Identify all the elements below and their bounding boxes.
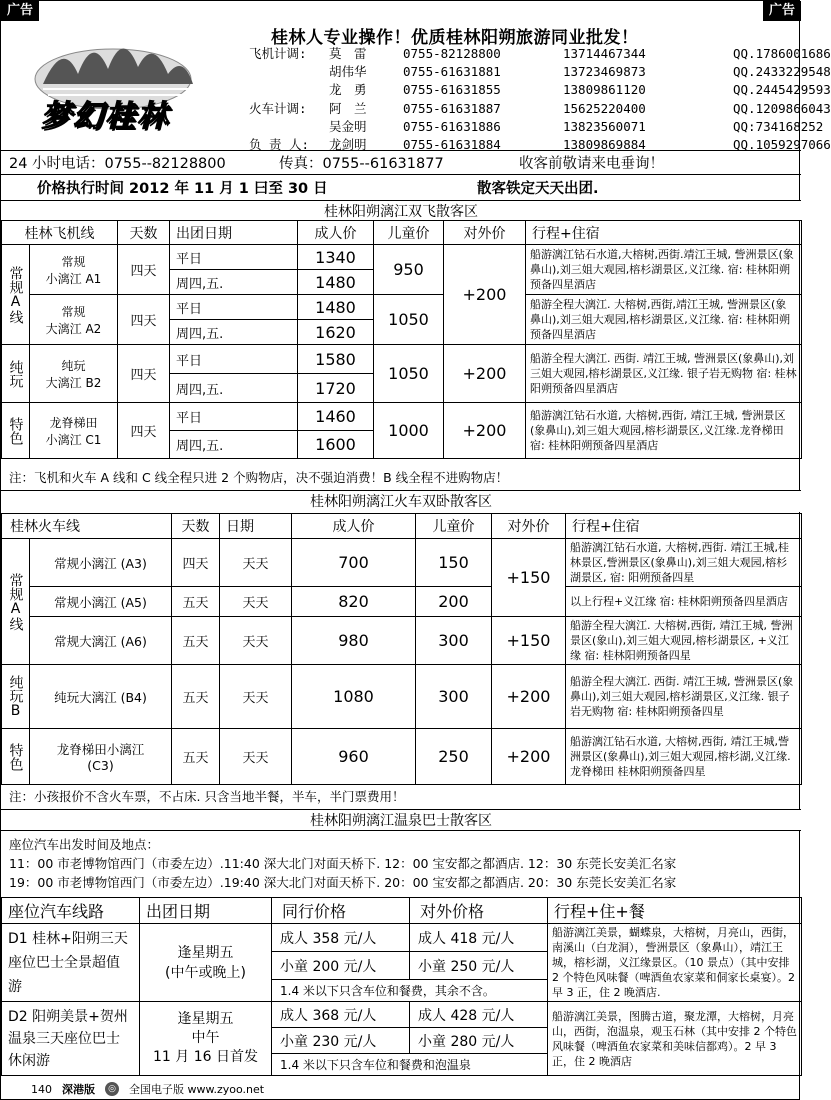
- period-bar: [1, 176, 801, 198]
- header: [1, 1, 831, 153]
- contact-list: [249, 45, 831, 154]
- table-row: D2 阳朔美景+贺州温泉三天座位巴士休闲游 逢星期五 中午 11 月 16 日首发 成人 368 元/人 成人 428 元/人 船游漓江美景，图腾古道，聚龙潭，大榕树，月亮山，西街，泡温泉，观玉石林（其中安排 2 个特色风味餐（啤酒鱼农家菜和美味信都鸡）。2 早 3 正，住 2 晚酒店: [2, 1002, 802, 1028]
- contact-row: 龙 勇 0755-61631855 13809861120 QQ.2445429593: [329, 82, 831, 98]
- table-row: 1.4 米以下只含车位和餐费和泡温泉: [2, 1054, 802, 1076]
- hotline: 24 小时电话：0755--82128800: [9, 156, 226, 172]
- contact-row: 飞机计调: 莫 雷 0755-82128800 13714467344 QQ.1786001686: [249, 46, 831, 61]
- table-row: 特色 龙脊梯田小漓江 (C3) 五天 天天 960 250 +200 船游漓江钻石水道, 大榕树,西街, 靖江王城,訾洲景区(象鼻山),刘三姐大观园,榕杉湖,义江缘. 龙脊梯田 桂林阳朔预备四星: [2, 729, 802, 785]
- ad-label-left: 广告: [1, 1, 39, 21]
- fax: 传真：0755--61631877: [279, 156, 444, 172]
- logo-text: 梦幻桂林: [41, 99, 169, 134]
- table-row: 常规 大漓江 A2 四天 平日 1480 1050 船游全程大漓江. 大榕树,西街,靖江王城, 訾洲景区(象鼻山),刘三姐大观园,榕杉湖景区,义江缘. 宿: 桂林阳朔预备四星酒店: [2, 295, 802, 320]
- bus-departure-evening: 19：00 市老博物馆西门（市委左边）.19:40 深大北门对面天桥下. 20：00 宝安都之都酒店. 20：30 东莞长安美汇名家: [9, 875, 677, 890]
- hotline-bar: [1, 151, 801, 175]
- table-row: D1 桂林+阳朔三天座位巴士全景超值游 逢星期五 (中午或晚上) 成人 358 元/人 成人 418 元/人 船游漓江美景，蝴蝶泉，大榕树，月亮山，西街，南溪山（白龙洞），訾洲景区（象鼻山），靖江王城，榕杉湖，义江缘景区。（10 景点）（其中安排 2 个特色风味餐（啤酒鱼农家菜和侗家长桌宴）。2 早 3 正，住 2 晚酒店.: [2, 924, 802, 952]
- daily-note: 散客铁定天天出团.: [477, 180, 599, 197]
- table-row: 常规A线 常规小漓江 (A3) 四天 天天 700 150 +150 船游漓江钻石水道, 大榕树,西街. 靖江王城,桂林景区,訾洲景区(象鼻山),刘三姐大观园,榕杉湖景区, 宿: 阳朔预备四星: [2, 539, 802, 587]
- site-badge-icon: ◎: [105, 1082, 119, 1096]
- table-header: 座位汽车线路 出团日期 同行价格 对外价格 行程+住+餐: [2, 898, 802, 924]
- table-row: 常规A线 常规 小漓江 A1 四天 平日 1340 950 +200 船游漓江钻石水道,大榕树,西街.靖江王城, 訾洲景区(象鼻山),刘三姐大观园,榕杉湖景区,义江缘. 宿: 桂林阳朔预备四星酒店: [2, 245, 802, 270]
- bus-intro: 座位汽车出发时间及地点：: [9, 837, 160, 852]
- edition: 深港版: [62, 1083, 95, 1096]
- headline: 桂林人专业操作！优质桂林阳朔旅游同业批发！: [271, 28, 639, 48]
- contact-row: 吴金明 0755-61631886 13823560071 QQ:734168252: [329, 118, 824, 134]
- section-title-flight: 桂林阳朔漓江双飞散客区: [1, 200, 801, 220]
- flight-note: 注：飞机和火车 A 线和 C 线全程只进 2 个购物店，决不强迫消费！B 线全程不进购物店！: [9, 470, 509, 485]
- table-header: 桂林火车线 天数 日期 成人价 儿童价 对外价 行程+住宿: [2, 514, 802, 539]
- section-title-bus: 桂林阳朔漓江温泉巴士散客区: [1, 809, 801, 831]
- ad-label-right: 广告: [763, 1, 801, 21]
- page-number: 140: [31, 1082, 52, 1096]
- contact-row: 胡伟华 0755-61631881 13723469873 QQ.2433229548: [329, 64, 831, 80]
- table-row: 小童 200 元/人 小童 250 元/人: [2, 952, 802, 980]
- contact-row: 火车计调: 阿 兰 0755-61631887 15625220400 QQ.1209866043: [249, 100, 831, 116]
- period: 价格执行时间 2012 年 11 月 1 曰至 30 日: [37, 180, 328, 197]
- train-table: [1, 513, 802, 785]
- bus-table: [1, 897, 802, 1076]
- ask-note: 收客前敬请来电垂询！: [519, 156, 664, 172]
- table-row: 周四,五. 1720: [2, 374, 802, 403]
- contact-row: 负 责 人: 龙剑明 0755-61631884 13809869884 QQ.1059297066: [249, 137, 831, 153]
- table-row: 纯玩B 纯玩大漓江 (B4) 五天 天天 1080 300 +200 船游全程大漓江. 西街. 靖江王城, 訾洲景区(象鼻山),刘三姐大观园,榕杉湖景区,义江缘. 银子岩无购物 宿: 桂林阳朔预备四星: [2, 665, 802, 729]
- table-row: 特色 龙脊梯田 小漓江 C1 四天 平日 1460 1000 +200 船游漓江钻石水道, 大榕树,西街, 靖江王城, 訾洲景区(象鼻山),刘三姐大观园,榕杉湖景区,义江缘.龙脊梯田 宿: 桂林阳朔预备四星酒店: [2, 403, 802, 431]
- table-row: 小童 230 元/人 小童 280 元/人: [2, 1028, 802, 1054]
- table-row: 周四,五. 1620: [2, 320, 802, 345]
- logo: [23, 29, 223, 144]
- table-row: 常规小漓江 (A5) 五天 天天 820 200 以上行程+义江缘 宿: 桂林阳朔预备四星酒店: [2, 587, 802, 617]
- bus-departures: [1, 835, 801, 892]
- table-row: 周四,五. 1480: [2, 270, 802, 295]
- table-row: 常规大漓江 (A6) 五天 天天 980 300 +150 船游全程大漓江. 大榕树,西街, 靖江王城, 訾洲景区(象山),刘三姐大观园,榕杉湖景区, +义江缘 宿: 桂林阳朔预备四星: [2, 617, 802, 665]
- bus-departure-noon: 11：00 市老博物馆西门（市委左边）.11:40 深大北门对面天桥下. 12：00 宝安都之都酒店. 12：30 东莞长安美汇名家: [9, 856, 677, 871]
- flight-table: [1, 220, 802, 459]
- site-link[interactable]: 全国电子版 www.zyoo.net: [129, 1083, 265, 1096]
- table-row: 1.4 米以下只含车位和餐费，其余不含。: [2, 980, 802, 1002]
- section-title-train: 桂林阳朔漓江火车双卧散客区: [1, 490, 801, 512]
- table-row: 周四,五. 1600: [2, 431, 802, 459]
- train-note: 注：小孩报价不含火车票，不占床. 只含当地半餐，半车，半门票费用！: [9, 789, 405, 804]
- footer: [1, 1079, 801, 1099]
- table-header: 桂林飞机线 天数 出团日期 成人价 儿童价 对外价 行程+住宿: [2, 221, 802, 245]
- table-row: 纯玩 纯玩 大漓江 B2 四天 平日 1580 1050 +200 船游全程大漓江. 西街. 靖江王城, 訾洲景区(象鼻山),刘三姐大观园,榕杉湖景区,义江缘. 银子岩无购物 宿: 桂林阳朔预备四星酒店: [2, 345, 802, 374]
